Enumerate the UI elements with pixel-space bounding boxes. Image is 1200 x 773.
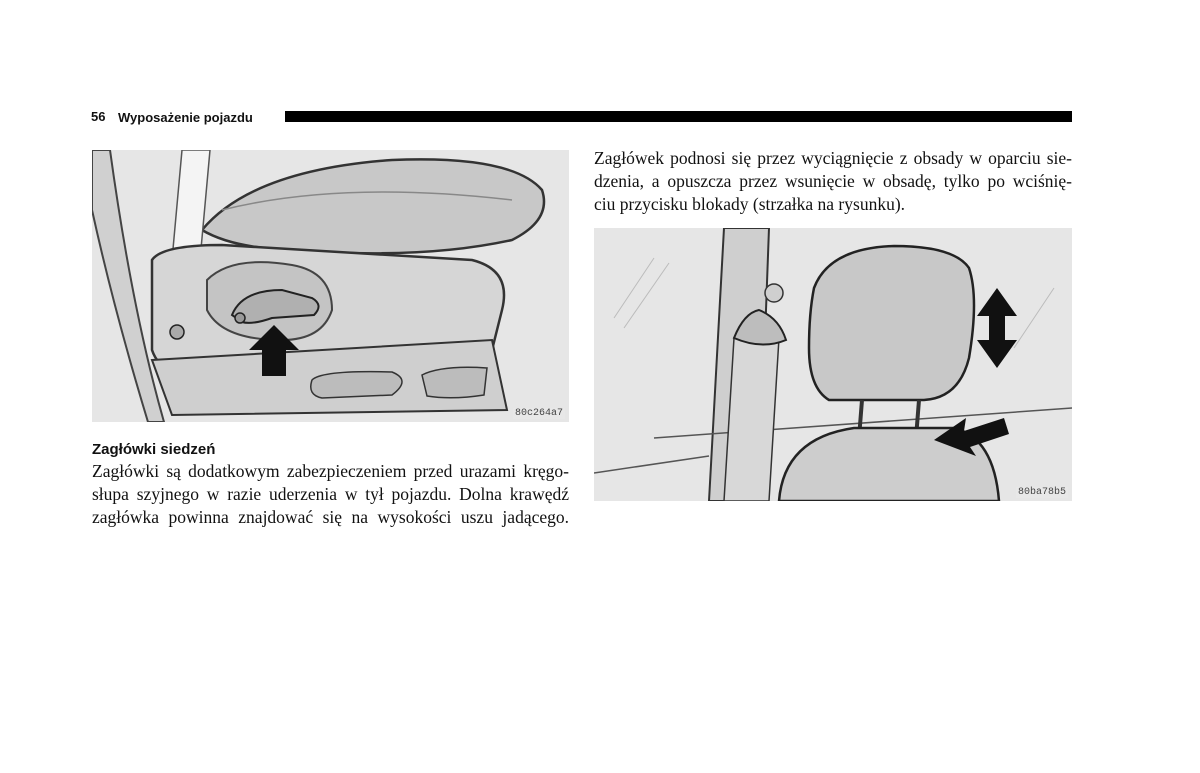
seat-lever-illustration — [92, 150, 569, 422]
headrest-illustration — [594, 228, 1072, 501]
figure-code: 80ba78b5 — [1017, 487, 1066, 498]
headrest-adjust-paragraph — [594, 147, 1072, 216]
page-number: 56 — [91, 109, 106, 124]
headrest-paragraph — [92, 460, 569, 529]
text-line: dzenia, a opuszcza przez wsunięcie w obsadę, tylko po wciśnię- — [594, 171, 1072, 191]
text-line: Zagłówki są dodatkowym zabezpieczeniem przed urazami kręgo- — [92, 461, 569, 481]
text-line: słupa szyjnego w razie uderzenia w tył pojazdu. Dolna krawędź — [92, 484, 569, 504]
text-line: ciu przycisku blokady (strzałka na rysunku). — [594, 194, 906, 214]
section-heading: Zagłówki siedzeń — [92, 441, 216, 458]
header-rule — [285, 111, 1072, 122]
figure-code: 80c264a7 — [514, 408, 563, 419]
text-line: Zagłówek podnosi się przez wyciągnięcie z obsady w oparciu sie- — [594, 148, 1072, 168]
seat-lever-figure — [92, 150, 569, 422]
section-title: Wyposażenie pojazdu — [118, 110, 253, 125]
headrest-figure — [594, 228, 1072, 501]
text-line: zagłówka powinna znajdować się na wysokości uszu jadącego. — [92, 507, 569, 527]
